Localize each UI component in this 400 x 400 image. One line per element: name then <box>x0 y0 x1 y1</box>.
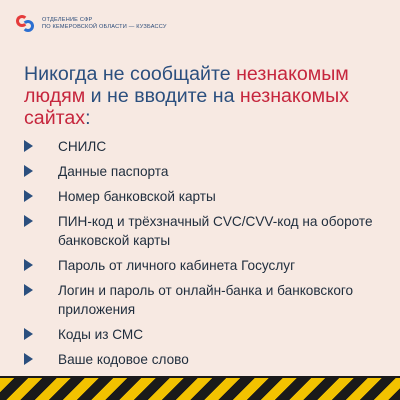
arrow-icon <box>24 190 33 202</box>
title-highlight-2: незнакомых сайтах <box>24 85 349 129</box>
title-part-3: и не вводите на <box>85 85 240 107</box>
list-item-text: Данные паспорта <box>58 164 169 179</box>
list-item <box>24 256 384 275</box>
list-item-text: СНИЛС <box>58 139 107 154</box>
list-item <box>24 137 384 156</box>
list-item <box>24 212 384 250</box>
list-item-text: Ваше кодовое слово <box>58 352 189 367</box>
arrow-icon <box>24 140 33 152</box>
list-item-text: Пароль от личного кабинета Госуслуг <box>58 258 296 273</box>
list-item <box>24 187 384 206</box>
list-item-text: Номер банковской карты <box>58 189 216 204</box>
org-name <box>42 17 167 31</box>
title-part-5: : <box>85 107 91 129</box>
org-line-1: ОТДЕЛЕНИЕ СФР <box>42 17 93 23</box>
arrow-icon <box>24 215 33 227</box>
arrow-icon <box>24 259 33 271</box>
warning-tape <box>0 376 400 400</box>
list-item-text: Коды из СМС <box>58 327 144 342</box>
title-part-1: Никогда не сообщайте <box>24 63 237 85</box>
arrow-icon <box>24 165 33 177</box>
arrow-icon <box>24 328 33 340</box>
list-item-text: Логин и пароль от онлайн-банка и банковского приложения <box>58 283 354 317</box>
sfr-logo-icon <box>16 14 36 34</box>
header <box>16 14 167 34</box>
org-line-2: ПО КЕМЕРОВСКОЙ ОБЛАСТИ — КУЗБАССУ <box>42 24 167 30</box>
list-item-text: ПИН-код и трёхзначный CVC/CVV-код на обороте банковской карты <box>58 214 373 248</box>
list-item <box>24 281 384 319</box>
arrow-icon <box>24 353 33 365</box>
list-item <box>24 162 384 181</box>
title-highlight-1: незнакомым людям <box>24 63 349 107</box>
list-item <box>24 350 384 369</box>
page-title <box>24 63 384 129</box>
list-item <box>24 325 384 344</box>
warning-list <box>24 137 384 375</box>
arrow-icon <box>24 284 33 296</box>
